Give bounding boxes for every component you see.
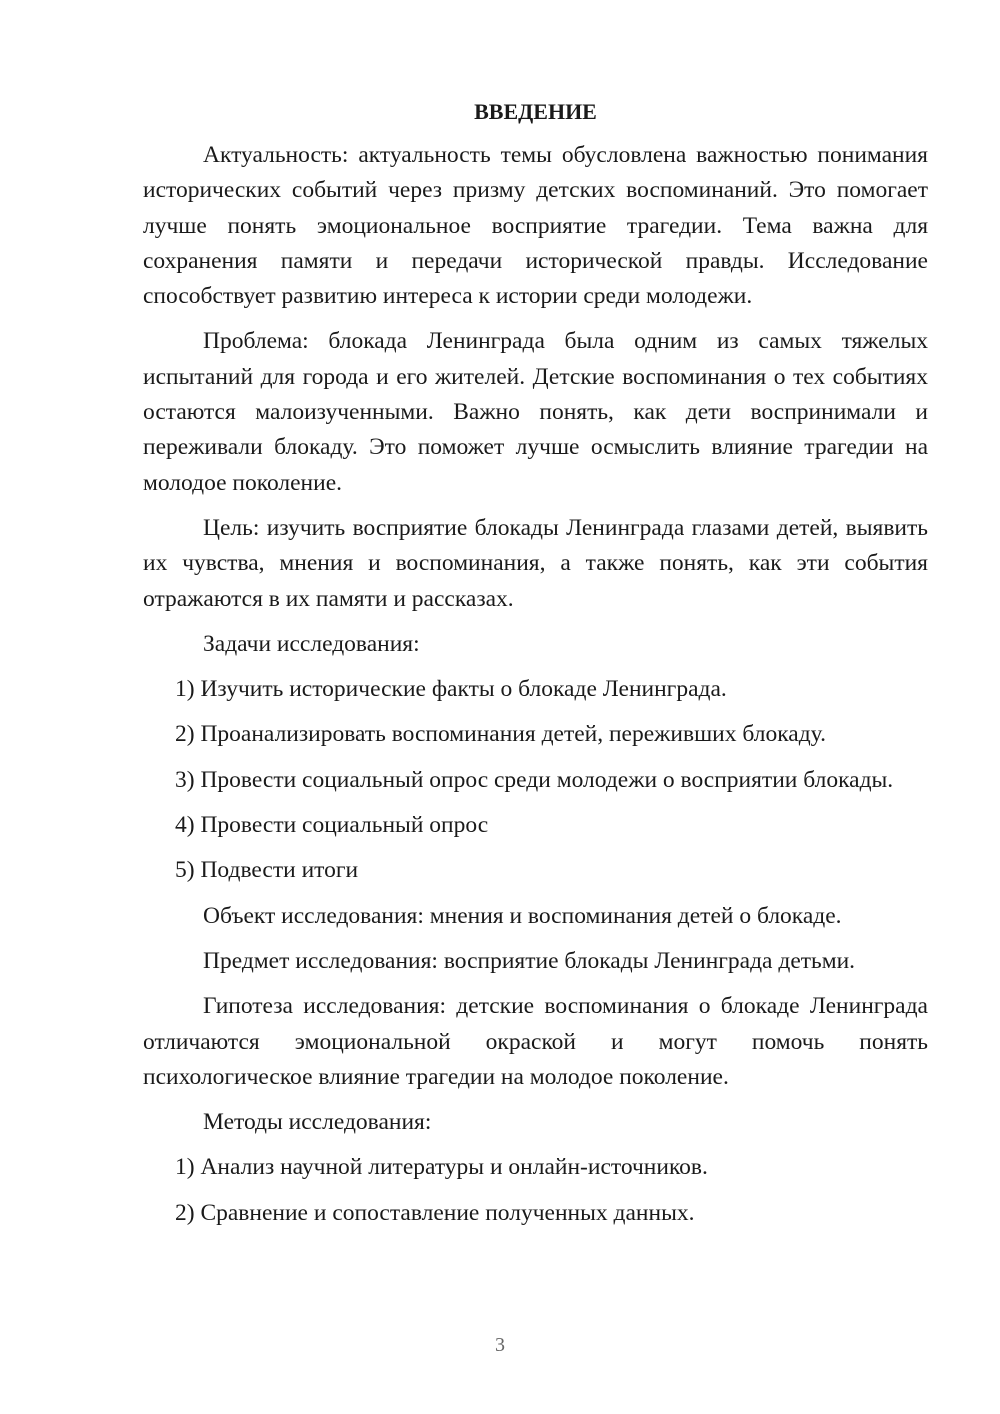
task-item-2: 2) Проанализировать воспоминания детей, переживших блокаду.	[175, 721, 826, 748]
goal-paragraph: Цель: изучить восприятие блокады Ленинграда глазами детей, выявить их чувства, мнения и воспоминания, а также понять, как эти события отражаются в их памяти и рассказах.	[143, 514, 928, 612]
problem-paragraph: Проблема: блокада Ленинграда была одним из самых тяжелых испытаний для города и его жителей. Детские воспоминания о тех событиях остаются малоизученными. Важно понять, как дети воспринимали и переживали блокаду. Это поможет лучше осмыслить влияние трагедии на молодое поколение.	[143, 328, 928, 496]
relevance-paragraph: Актуальность: актуальность темы обусловлена важностью понимания исторических событий через призму детских воспоминаний. Это помогает лучше понять эмоциональное восприятие трагедии. Тема важна для сохранения памяти и передачи исторической правды. Исследование способствует развитию интереса к истории среди молодежи.	[143, 142, 928, 310]
page-number: 3	[495, 1334, 505, 1356]
task-item-1: 1) Изучить исторические факты о блокаде Ленинграда.	[175, 676, 727, 703]
method-item-1: 1) Анализ научной литературы и онлайн-источников.	[175, 1154, 708, 1181]
page-title: ВВЕДЕНИЕ	[474, 99, 597, 124]
document-page	[143, 96, 928, 1241]
methods-heading: Методы исследования:	[203, 1109, 432, 1136]
task-item-3: 3) Провести социальный опрос среди молодежи о восприятии блокады.	[175, 766, 894, 793]
subject-paragraph: Предмет исследования: восприятие блокады Ленинграда детьми.	[203, 947, 856, 974]
hypothesis-paragraph: Гипотеза исследования: детские воспоминания о блокаде Ленинграда отличаются эмоциональной окраской и могут помочь понять психологическое влияние трагедии на молодое поколение.	[143, 993, 928, 1090]
method-item-2: 2) Сравнение и сопоставление полученных данных.	[175, 1199, 695, 1226]
tasks-heading: Задачи исследования:	[203, 630, 420, 657]
object-paragraph: Объект исследования: мнения и воспоминания детей о блокаде.	[203, 902, 842, 929]
task-item-5: 5) Подвести итоги	[175, 857, 359, 884]
task-item-4: 4) Провести социальный опрос	[175, 812, 489, 839]
